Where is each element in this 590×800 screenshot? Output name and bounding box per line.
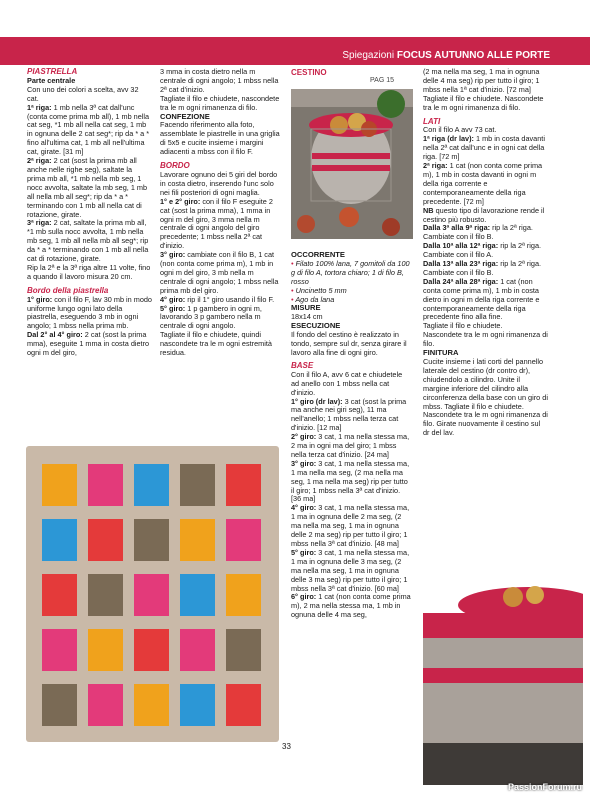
section-title-bordo-piastrella: Bordo della piastrella <box>27 285 109 295</box>
note: NB questo tipo di lavorazione rende il cestino più robusto. <box>423 205 545 224</box>
instruction-row-2: 2ª riga: 2 cat (sost la prima mb all anche nelle righe seg), saltate la prima mb all, *1 mb nella mb seg, 1 nocc avvolta, saltate la mb seg, 1 mb all nella mb all seg*; rip da * a * terminando con 1 mb all nella cat di rotazione, girate. <box>27 156 148 219</box>
list-item: • Uncinetto 5 mm <box>291 287 411 296</box>
heading-confezione: CONFEZIONE <box>160 111 210 121</box>
blanket-tile <box>134 684 169 726</box>
instruction-round-3: 3° giro: cambiate con il filo B, 1 cat (non conta come prima m), 1 mb in ogni m del giro, 3 mb nella m centrale di ogni angolo; 1 mbss nella prima mb del giro. <box>160 250 279 295</box>
paragraph: Cambiate con il filo B. <box>423 267 494 277</box>
paragraph: Cucite insieme i lati corti del pannello laterale del cestino (dr contro dr), chiudendolo a cilindro. Unite il margine inferiore del cilindro alla circonferenza della base con un giro di mbss. Tagliate il filo e chiudete. Nascondete tra le m ogni rimanenza di filo. Girate nuovamente il cestino sul dr del lav. <box>423 357 548 438</box>
paragraph: Tagliate il filo e chiudete. Nascondete tra le m ogni rimanenza di filo. <box>423 93 544 112</box>
paragraph: 18x14 cm <box>291 312 323 322</box>
blanket-tile <box>226 629 261 671</box>
blanket-tile <box>88 629 123 671</box>
paragraph: Cambiate con il filo A. <box>423 250 494 260</box>
blanket-tile <box>226 464 261 506</box>
instruction-round-4: 4° giro: 3 cat, 1 ma nella stessa ma, 1 ma in ognuna delle 2 ma seg, (2 ma nella ma seg, 1 ma in ognuna delle 2 ma seg) rip per tutto il giro; 1 mbss nella 3ª cat d'inizio. [48 ma] <box>291 503 410 548</box>
instruction-round-5: 5° giro: 1 p gambero in ogni m, lavorando 3 p gambero nella m centrale di ogni angolo. <box>160 303 262 331</box>
heading-occorrente: OCCORRENTE <box>291 250 346 259</box>
column-3 <box>291 251 411 620</box>
header-text <box>342 50 550 61</box>
instruction-row-1: 1ª riga: 1 mb nella 3ª cat dall'unc (conta come prima mb all), 1 mb nella cat seg, *1 mb all nella cat seg, 1 mb in ognuna delle 2 cat seg*; rip da * a * fino all'ultima cat, 1 mb all nell'ultima cat, girate. [31 m] <box>27 102 150 157</box>
paragraph: Facendo riferimento alla foto, assemblate le piastrelle in una griglia di 5x5 e cucite insieme i margini adiacenti a mbss con il filo F. <box>160 120 280 157</box>
heading-esecuzione: ESECUZIONE <box>291 321 341 331</box>
blanket-tile <box>180 464 215 506</box>
section-title-cestino: CESTINO <box>291 68 327 77</box>
header-title: FOCUS AUTUNNO ALLE PORTE <box>396 50 550 61</box>
heading-misure: MISURE <box>291 303 321 313</box>
blanket-tile <box>88 574 123 616</box>
paragraph: Il fondo del cestino è realizzato in tondo, sempre sul dr, senza girare il lavoro alla fine di ogni giro. <box>291 330 407 357</box>
blanket-tile <box>180 519 215 561</box>
subsection-parte-centrale: Parte centrale <box>27 75 76 85</box>
blanket-tile <box>180 629 215 671</box>
instruction-rows-3-9: Dalla 3ª alla 9ª riga: rip la 2ª riga. <box>423 223 533 233</box>
section-title-piastrella: PIASTRELLA <box>27 67 78 76</box>
heading-lati: LATI <box>423 116 441 126</box>
paragraph: Tagliate il filo e chiudete, quindi nascondete tra le m ogni estremità residua. <box>160 330 272 358</box>
paragraph: Nascondete tra le m ogni rimanenza di filo. <box>423 330 548 349</box>
blanket-tile <box>226 684 261 726</box>
instruction-rows-10-12: Dalla 10ª alla 12ª riga: rip la 2ª riga. <box>423 241 542 251</box>
blanket-tile <box>42 464 77 506</box>
instruction-round-3: 3° giro: 3 cat, 1 ma nella stessa ma, 1 ma nella ma seg, (2 ma nella ma seg, 1 ma nella ma seg) rip per tutto il giro; 1 mbss nella 3ª cat d'inizio. [36 ma] <box>291 458 410 504</box>
blanket-tile <box>226 574 261 616</box>
instruction-rows-24-28: Dalla 24ª alla 28ª riga: 1 cat (non conta come prima m), 1 mb in costa dietro in ogni m della riga corrente e contemporaneamente della riga precedente fino alla fine. <box>423 276 540 322</box>
instruction-round-1: 1° giro: con il filo F, lav 30 mb in modo uniforme lungo ogni lato della piastrella, eseguendo 3 mb in ogni angolo; 1 mbss nella prima mb. <box>27 294 152 331</box>
blanket-photo <box>26 446 279 742</box>
paragraph: Tagliate il filo e chiudete. <box>423 321 503 331</box>
instruction-round-1: 1° giro (dr lav): 3 cat (sost la prima ma anche nei giri seg), 11 ma nell'anello; 1 mbss nella terza cat d'inizio. [12 ma] <box>291 396 407 433</box>
heading-finitura: FINITURA <box>423 348 459 358</box>
instruction-rows-13-23: Dalla 13ª alla 23ª riga: rip la 2ª riga. <box>423 259 542 269</box>
blanket-tile <box>134 574 169 616</box>
paragraph: Lavorare ognuno dei 5 giri del bordo in costa dietro, inserendo l'unc solo nei fili posteriori di ogni maglia. <box>160 169 278 197</box>
list-item: • Ago da lana <box>291 296 411 305</box>
blanket-tile <box>180 684 215 726</box>
blanket-tile <box>134 464 169 506</box>
page-number: 33 <box>282 742 291 751</box>
instruction-round-1-2: 1° e 2° giro: con il filo F eseguite 2 cat (sost la prima mma), 1 mma in ogni m del giro, 3 mma nella m centrale di ogni angolo del giro precedente; 1 mbss nella 2ª cat d'inizio. <box>160 196 273 251</box>
paragraph: Con uno dei colori a scelta, avv 32 cat. <box>27 84 139 103</box>
heading-bordo: BORDO <box>160 161 190 171</box>
paragraph: Con il filo A avv 73 cat. <box>423 125 497 135</box>
blanket-tile <box>42 519 77 561</box>
paragraph: Cambiate con il filo B. <box>423 232 494 242</box>
list-item: • Filato 100% lana, 7 gomitoli da 100 g di filo A, tortora chiaro; 1 di filo B, rosso <box>291 260 411 287</box>
instruction-round-2: 2° giro: 3 cat, 1 ma nella stessa ma, 2 ma in ogni ma del giro; 1 mbss nella terza cat d'inizio. [24 ma] <box>291 432 410 459</box>
instruction-round-2-4: Dal 2° al 4° giro: 2 cat (sost la prima mma), eseguite 1 mma in costa dietro ogni m del giro, <box>27 330 150 358</box>
column-2 <box>160 68 280 358</box>
blanket-tile <box>180 574 215 616</box>
blanket-tile <box>88 519 123 561</box>
instruction-row-1: 1ª riga (dr lav): 1 mb in costa davanti nella 2ª cat dall'unc e in ogni cat della riga. [72 m] <box>423 134 545 162</box>
instruction-row-2: 2ª riga: 1 cat (non conta come prima m), 1 mb in costa davanti in ogni m della riga corrente e contemporaneamente della riga precedente. [72 m] <box>423 161 543 206</box>
page-reference: PAG 15 <box>370 77 394 84</box>
column-4 <box>423 68 548 438</box>
paragraph: Con il filo A, avv 6 cat e chiudetele ad anello con 1 mbss nella cat d'inizio. <box>291 369 403 397</box>
paragraph: (2 ma nella ma seg, 1 ma in ognuna delle 4 ma seg) rip per tutto il giro; 1 mbss nella 1ª cat d'inizio. [72 ma] <box>423 67 540 94</box>
blanket-tile <box>42 629 77 671</box>
blanket-tile <box>42 684 77 726</box>
instruction-round-4: 4° giro: rip il 1° giro usando il filo F. <box>160 294 275 304</box>
watermark: PassionForum.ru <box>507 782 582 792</box>
instruction-row-3: 3ª riga: 2 cat, saltate la prima mb all, *1 mb sulla nocc avvolta, 1 mb nella mb seg, 1 mb all nella mb all seg*; rip da * a * terminando con 1 mb all nella cat di rotazione, girate. <box>27 218 149 264</box>
column-1 <box>27 68 152 358</box>
blanket-tile <box>42 574 77 616</box>
heading-base: BASE <box>291 360 314 370</box>
blanket-tile <box>88 684 123 726</box>
instruction-round-5: 5° giro: 3 cat, 1 ma nella stessa ma, 1 ma in ognuna delle 3 ma seg, (2 ma nella ma seg, 1 ma in ognuna delle 3 ma seg) rip per tutto il giro; 1 mbss nella 3ª cat d'inizio. [60 ma] <box>291 547 410 593</box>
header-prefix: Spiegazioni <box>342 50 395 61</box>
blanket-tile <box>88 464 123 506</box>
blanket-tile <box>134 629 169 671</box>
paragraph: Rip la 2ª e la 3ª riga altre 11 volte, fino a quando il lavoro misura 20 cm. <box>27 262 151 281</box>
blanket-tile <box>134 519 169 561</box>
blanket-tile <box>226 519 261 561</box>
paragraph: 3 mma in costa dietro nella m centrale di ogni angolo; 1 mbss nella 2ª cat d'inizio. <box>160 67 279 94</box>
paragraph: Tagliate il filo e chiudete, nascondete tra le m ogni rimanenza di filo. <box>160 93 280 112</box>
materials-list <box>291 260 411 305</box>
basket-closeup-photo <box>423 585 583 785</box>
basket-photo <box>291 89 413 239</box>
top-color-bar <box>0 37 590 49</box>
instruction-round-6: 6° giro: 1 cat (non conta come prima m), 2 ma nella stessa ma, 1 mb in ognuna delle 4 ma seg, <box>291 592 411 620</box>
